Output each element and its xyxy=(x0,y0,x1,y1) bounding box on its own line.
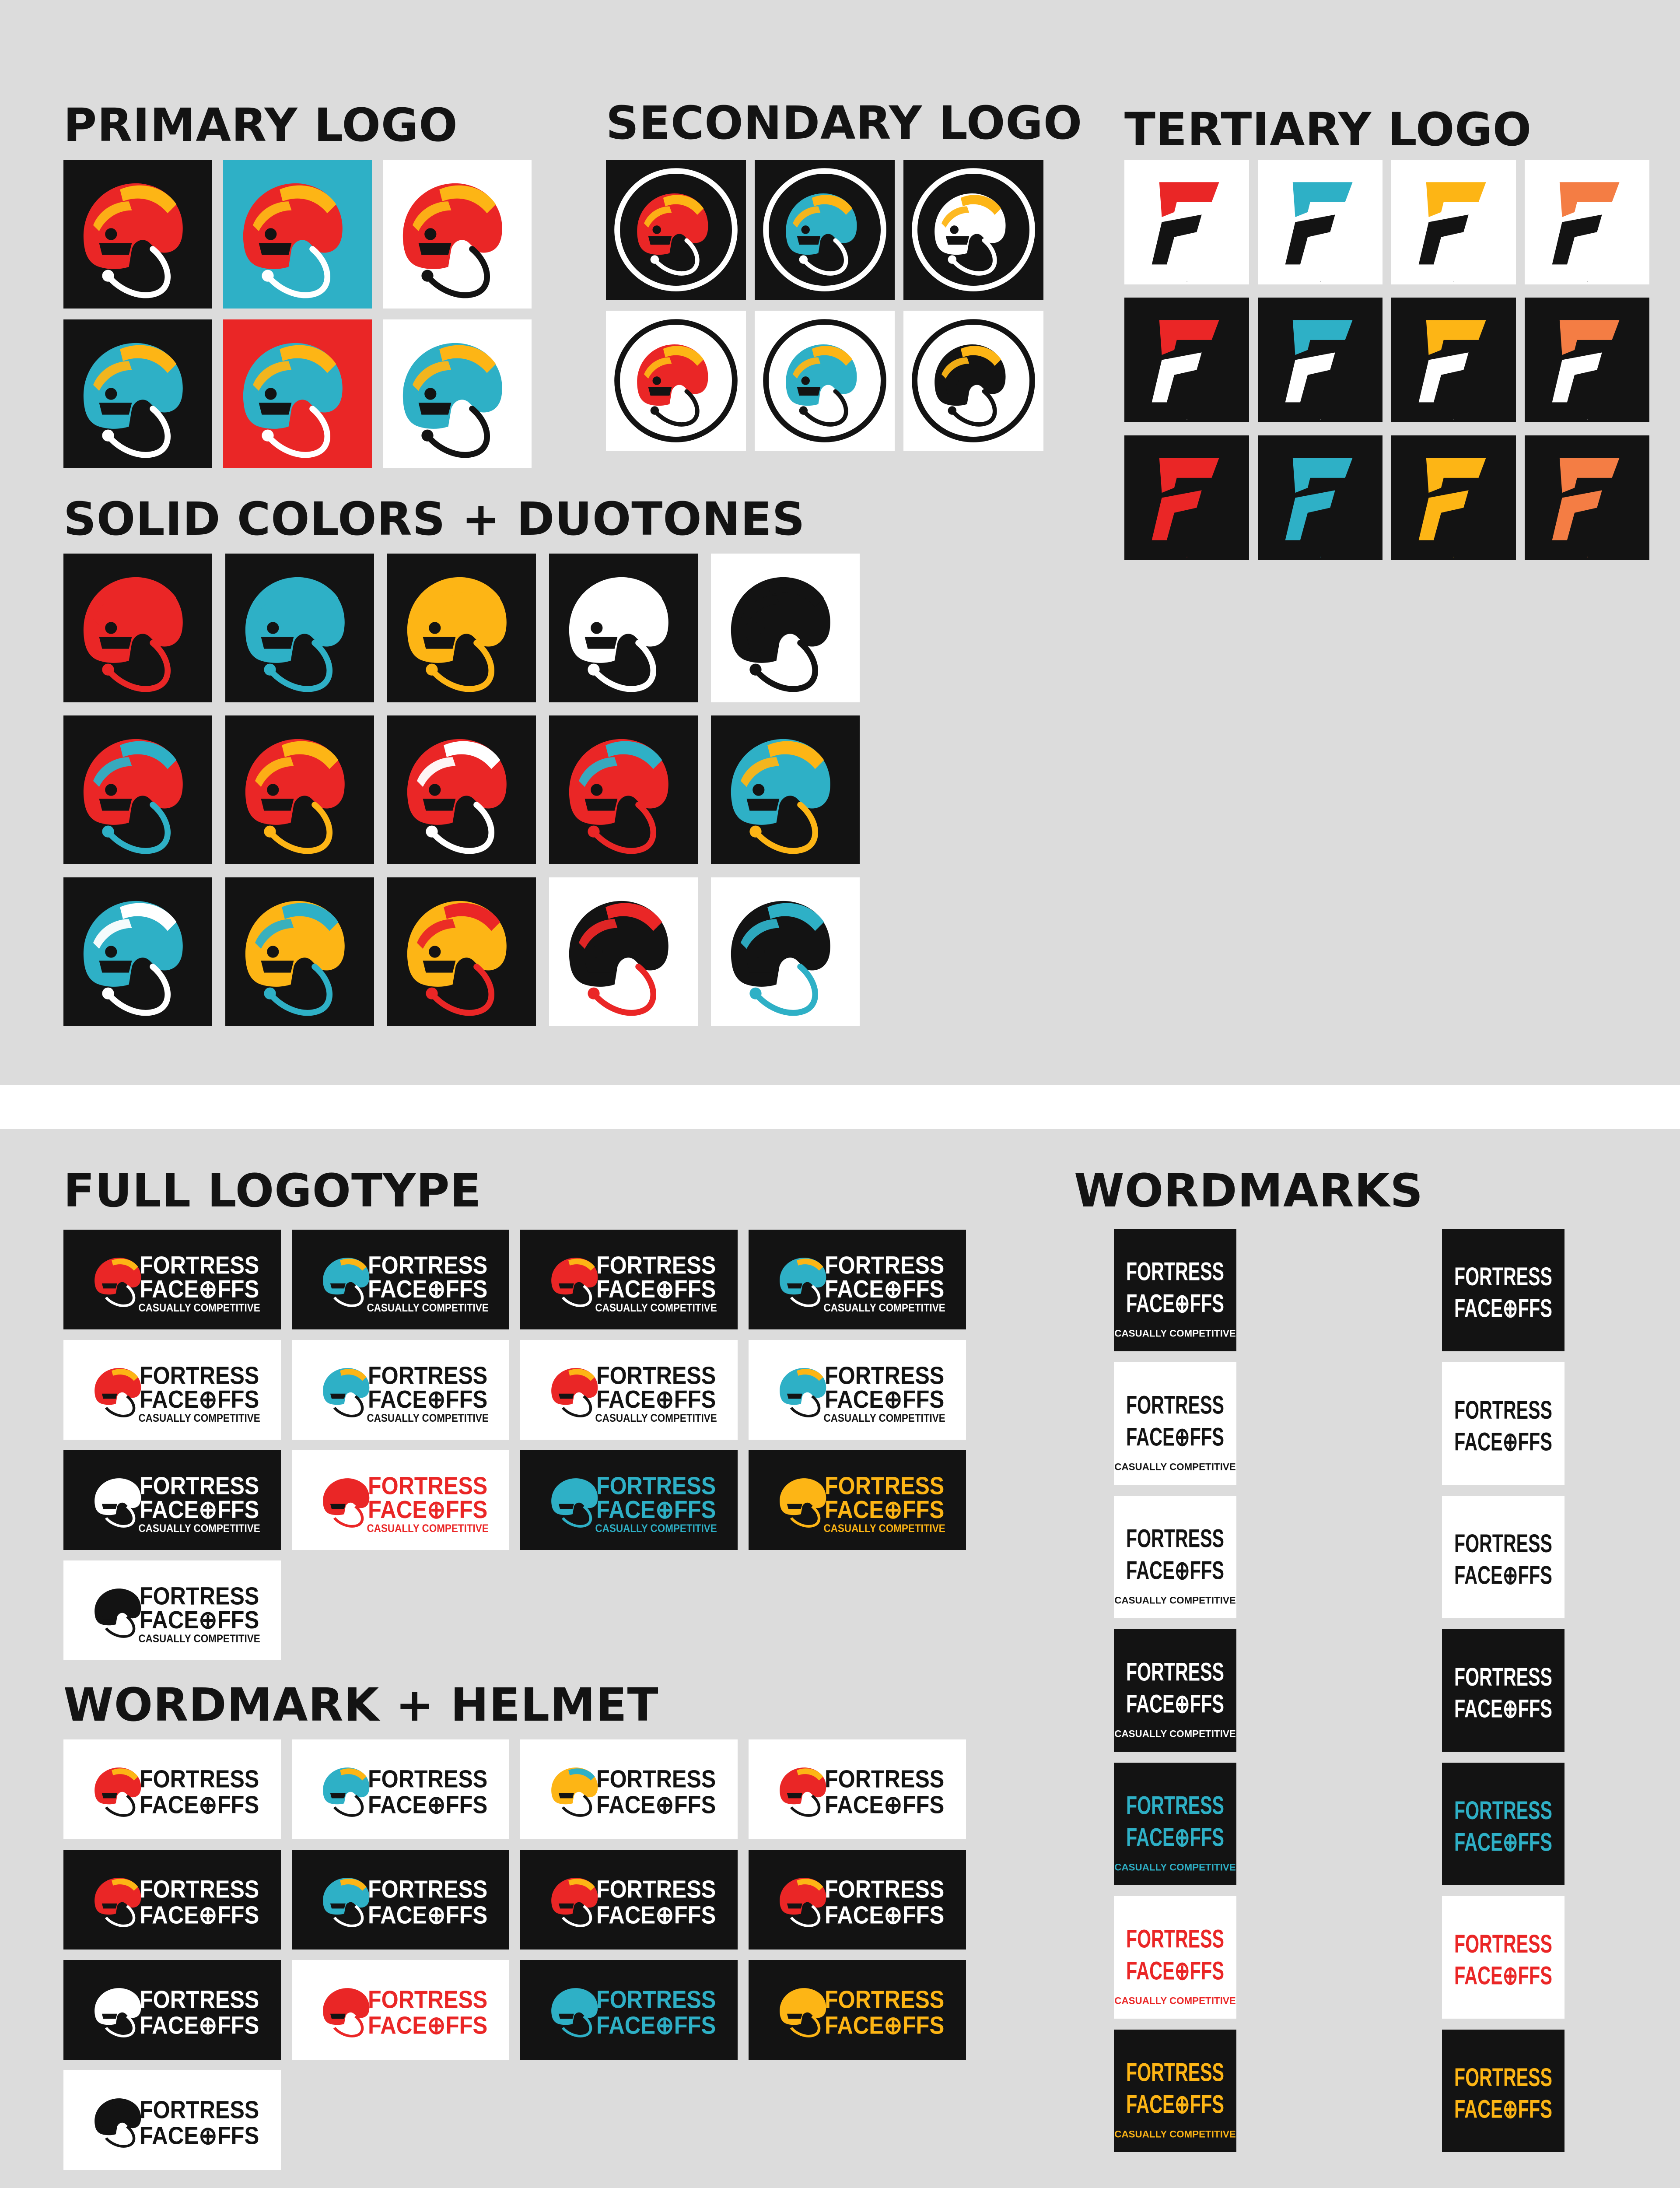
svg-text:FORTRESS: FORTRESS xyxy=(368,1875,488,1903)
svg-text:FACE⊕FFS: FACE⊕FFS xyxy=(368,2011,488,2040)
svg-text:CASUALLY COMPETITIVE: CASUALLY COMPETITIVE xyxy=(1114,1461,1236,1473)
svg-text:FORTRESS: FORTRESS xyxy=(596,1361,716,1389)
full-logotype-tile xyxy=(749,1230,966,1329)
tertiary-logo-tile xyxy=(1124,435,1249,560)
tertiary-logo-tile xyxy=(1258,160,1382,284)
primary-logo-tile xyxy=(383,160,532,309)
svg-text:FORTRESS: FORTRESS xyxy=(139,1875,259,1903)
secondary-logo-tile xyxy=(903,311,1043,451)
svg-text:FORTRESS: FORTRESS xyxy=(824,1764,945,1793)
solid-color-tile xyxy=(387,715,536,864)
svg-text:FACE⊕FFS: FACE⊕FFS xyxy=(139,1791,259,1819)
svg-text:CASUALLY COMPETITIVE: CASUALLY COMPETITIVE xyxy=(823,1522,945,1535)
wordmark-helmet-tile xyxy=(520,1739,738,1839)
svg-text:FORTRESS: FORTRESS xyxy=(368,1985,488,2013)
secondary-logo-heading: SECONDARY LOGO xyxy=(606,96,1083,150)
svg-text:FORTRESS: FORTRESS xyxy=(596,1764,716,1793)
svg-text:FACE⊕FFS: FACE⊕FFS xyxy=(596,2011,716,2040)
wordmark-helmet-tile xyxy=(63,1739,281,1839)
secondary-logo-tile xyxy=(755,160,895,300)
svg-text:FACE⊕FFS: FACE⊕FFS xyxy=(368,1901,488,1929)
svg-text:FORTRESS: FORTRESS xyxy=(824,1471,945,1500)
svg-text:FACE⊕FFS: FACE⊕FFS xyxy=(139,2121,259,2150)
svg-text:FORTRESS: FORTRESS xyxy=(368,1764,488,1793)
solid-color-tile xyxy=(63,554,212,702)
primary-logo-tile xyxy=(63,160,212,309)
wordmark-helmet-tile xyxy=(63,1960,281,2060)
solid-color-tile xyxy=(711,877,860,1026)
svg-text:FORTRESS: FORTRESS xyxy=(139,1764,259,1793)
svg-text:FACE⊕FFS: FACE⊕FFS xyxy=(139,2011,259,2040)
svg-text:CASUALLY COMPETITIVE: CASUALLY COMPETITIVE xyxy=(1114,1328,1236,1339)
svg-text:FORTRESS: FORTRESS xyxy=(368,1251,488,1279)
svg-text:F: F xyxy=(1587,556,1588,558)
tertiary-logo-tile xyxy=(1525,160,1649,284)
svg-text:CASUALLY COMPETITIVE: CASUALLY COMPETITIVE xyxy=(367,1412,489,1424)
wordmark-helmet-tile xyxy=(63,1850,281,1950)
tertiary-logo-tile xyxy=(1525,435,1649,560)
full-logotype-tile xyxy=(520,1230,738,1329)
svg-text:FACE⊕FFS: FACE⊕FFS xyxy=(1454,1961,1552,1990)
svg-text:FACE⊕FFS: FACE⊕FFS xyxy=(1126,1823,1224,1852)
wordmark-tile xyxy=(1074,2030,1276,2152)
solid-color-tile xyxy=(225,877,374,1026)
tertiary-logo-tile xyxy=(1258,298,1382,422)
wordmarks-heading: WORDMARKS xyxy=(1074,1164,1424,1217)
primary-logo-tile xyxy=(223,160,372,309)
primary-logo-tile xyxy=(383,319,532,468)
solid-color-tile xyxy=(387,554,536,702)
svg-text:FORTRESS: FORTRESS xyxy=(139,1985,259,2013)
svg-text:CASUALLY COMPETITIVE: CASUALLY COMPETITIVE xyxy=(823,1301,945,1314)
solid-color-tile xyxy=(711,554,860,702)
svg-text:FACE⊕FFS: FACE⊕FFS xyxy=(596,1901,716,1929)
solid-color-tile xyxy=(549,715,698,864)
svg-text:FACE⊕FFS: FACE⊕FFS xyxy=(596,1275,716,1303)
svg-text:FORTRESS: FORTRESS xyxy=(596,1985,716,2013)
wordmark-helmet-tile xyxy=(292,1850,509,1950)
svg-text:FORTRESS: FORTRESS xyxy=(1454,1262,1552,1291)
tertiary-logo-heading: TERTIARY LOGO xyxy=(1124,103,1532,156)
svg-text:FORTRESS: FORTRESS xyxy=(1126,2058,1224,2087)
full-logotype-tile xyxy=(292,1340,509,1440)
full-logotype-tile xyxy=(63,1560,281,1660)
solid-colors-heading: SOLID COLORS + DUOTONES xyxy=(63,492,805,546)
svg-text:F: F xyxy=(1453,281,1455,283)
svg-text:FACE⊕FFS: FACE⊕FFS xyxy=(1454,1694,1552,1723)
wordmark-helmet-tile xyxy=(749,1960,966,2060)
svg-text:FACE⊕FFS: FACE⊕FFS xyxy=(139,1495,259,1524)
tertiary-logo-tile xyxy=(1391,298,1516,422)
svg-text:F: F xyxy=(1320,418,1321,421)
solid-color-tile xyxy=(711,715,860,864)
full-logotype-tile xyxy=(63,1340,281,1440)
wordmark-tile xyxy=(1391,1362,1615,1485)
svg-text:FORTRESS: FORTRESS xyxy=(139,1251,259,1279)
solid-color-tile xyxy=(549,554,698,702)
svg-text:F: F xyxy=(1320,281,1321,283)
svg-text:FACE⊕FFS: FACE⊕FFS xyxy=(1126,1690,1224,1718)
svg-text:F: F xyxy=(1320,556,1321,558)
svg-text:CASUALLY COMPETITIVE: CASUALLY COMPETITIVE xyxy=(1114,1862,1236,1873)
svg-text:FORTRESS: FORTRESS xyxy=(596,1471,716,1500)
wordmark-tile xyxy=(1074,1896,1276,2019)
svg-text:FORTRESS: FORTRESS xyxy=(1454,1662,1552,1691)
full-logotype-heading: FULL LOGOTYPE xyxy=(63,1164,482,1217)
tertiary-logo-tile xyxy=(1124,298,1249,422)
svg-text:CASUALLY COMPETITIVE: CASUALLY COMPETITIVE xyxy=(595,1522,717,1535)
svg-text:F: F xyxy=(1186,418,1188,421)
wordmark-helmet-tile xyxy=(292,1960,509,2060)
svg-text:F: F xyxy=(1587,418,1588,421)
full-logotype-tile xyxy=(63,1450,281,1550)
svg-text:FACE⊕FFS: FACE⊕FFS xyxy=(139,1385,259,1413)
wordmark-helmet-tile xyxy=(292,1739,509,1839)
svg-text:FORTRESS: FORTRESS xyxy=(596,1251,716,1279)
tertiary-logo-tile xyxy=(1258,435,1382,560)
svg-text:FACE⊕FFS: FACE⊕FFS xyxy=(368,1791,488,1819)
wordmark-tile xyxy=(1074,1629,1276,1752)
secondary-logo-tile xyxy=(755,311,895,451)
svg-text:FACE⊕FFS: FACE⊕FFS xyxy=(1454,1427,1552,1456)
wordmark-tile xyxy=(1391,1629,1615,1752)
svg-text:FACE⊕FFS: FACE⊕FFS xyxy=(824,1275,945,1303)
primary-logo-tile xyxy=(223,319,372,468)
divider xyxy=(0,1085,1680,1129)
svg-text:CASUALLY COMPETITIVE: CASUALLY COMPETITIVE xyxy=(1114,1728,1236,1739)
svg-text:CASUALLY COMPETITIVE: CASUALLY COMPETITIVE xyxy=(1114,1595,1236,1606)
tertiary-logo-tile xyxy=(1525,298,1649,422)
svg-text:CASUALLY COMPETITIVE: CASUALLY COMPETITIVE xyxy=(595,1301,717,1314)
svg-text:FACE⊕FFS: FACE⊕FFS xyxy=(824,2011,945,2040)
svg-text:FORTRESS: FORTRESS xyxy=(1454,1396,1552,1424)
secondary-logo-tile xyxy=(606,160,746,300)
svg-text:FORTRESS: FORTRESS xyxy=(139,1471,259,1500)
svg-text:CASUALLY COMPETITIVE: CASUALLY COMPETITIVE xyxy=(138,1412,260,1424)
solid-color-tile xyxy=(225,554,374,702)
full-logotype-tile xyxy=(292,1230,509,1329)
svg-text:FACE⊕FFS: FACE⊕FFS xyxy=(1454,2095,1552,2124)
svg-text:FORTRESS: FORTRESS xyxy=(824,1985,945,2013)
svg-text:FACE⊕FFS: FACE⊕FFS xyxy=(1126,2090,1224,2119)
tertiary-logo-tile xyxy=(1124,160,1249,284)
svg-text:CASUALLY COMPETITIVE: CASUALLY COMPETITIVE xyxy=(138,1522,260,1535)
wordmark-helmet-heading: WORDMARK + HELMET xyxy=(63,1678,659,1732)
svg-text:FACE⊕FFS: FACE⊕FFS xyxy=(1454,1561,1552,1590)
svg-text:FORTRESS: FORTRESS xyxy=(1126,1791,1224,1820)
svg-text:FACE⊕FFS: FACE⊕FFS xyxy=(139,1275,259,1303)
svg-text:FACE⊕FFS: FACE⊕FFS xyxy=(139,1606,259,1634)
svg-text:FACE⊕FFS: FACE⊕FFS xyxy=(368,1495,488,1524)
svg-text:FORTRESS: FORTRESS xyxy=(1126,1524,1224,1553)
solid-color-tile xyxy=(63,715,212,864)
svg-text:FORTRESS: FORTRESS xyxy=(1126,1925,1224,1953)
solid-color-tile xyxy=(63,877,212,1026)
svg-text:F: F xyxy=(1587,281,1588,283)
wordmark-tile xyxy=(1391,1896,1615,2019)
svg-text:FACE⊕FFS: FACE⊕FFS xyxy=(139,1901,259,1929)
svg-text:FACE⊕FFS: FACE⊕FFS xyxy=(1126,1556,1224,1585)
wordmark-tile xyxy=(1391,1496,1615,1618)
wordmark-tile xyxy=(1074,1229,1276,1351)
svg-text:F: F xyxy=(1186,281,1188,283)
svg-text:CASUALLY COMPETITIVE: CASUALLY COMPETITIVE xyxy=(138,1301,260,1314)
wordmark-helmet-tile xyxy=(749,1739,966,1839)
wordmark-tile xyxy=(1391,1229,1615,1351)
svg-text:F: F xyxy=(1186,556,1188,558)
full-logotype-tile xyxy=(292,1450,509,1550)
svg-text:CASUALLY COMPETITIVE: CASUALLY COMPETITIVE xyxy=(1114,2128,1236,2140)
wordmark-tile xyxy=(1074,1496,1276,1618)
solid-color-tile xyxy=(387,877,536,1026)
svg-text:FORTRESS: FORTRESS xyxy=(368,1471,488,1500)
svg-text:FACE⊕FFS: FACE⊕FFS xyxy=(596,1495,716,1524)
svg-text:FACE⊕FFS: FACE⊕FFS xyxy=(1126,1957,1224,1985)
svg-text:FORTRESS: FORTRESS xyxy=(824,1875,945,1903)
svg-text:FACE⊕FFS: FACE⊕FFS xyxy=(596,1791,716,1819)
svg-text:FORTRESS: FORTRESS xyxy=(1126,1391,1224,1420)
svg-text:FACE⊕FFS: FACE⊕FFS xyxy=(824,1791,945,1819)
svg-text:CASUALLY COMPETITIVE: CASUALLY COMPETITIVE xyxy=(595,1412,717,1424)
svg-text:FORTRESS: FORTRESS xyxy=(1126,1658,1224,1687)
svg-text:FORTRESS: FORTRESS xyxy=(1454,1529,1552,1558)
svg-text:FORTRESS: FORTRESS xyxy=(1454,1929,1552,1958)
wordmark-tile xyxy=(1391,1763,1615,1885)
full-logotype-tile xyxy=(520,1340,738,1440)
wordmark-helmet-tile xyxy=(520,1850,738,1950)
svg-text:CASUALLY COMPETITIVE: CASUALLY COMPETITIVE xyxy=(1114,1995,1236,2006)
secondary-logo-tile xyxy=(903,160,1043,300)
solid-color-tile xyxy=(549,877,698,1026)
wordmark-tile xyxy=(1391,2030,1615,2152)
svg-text:FACE⊕FFS: FACE⊕FFS xyxy=(824,1495,945,1524)
full-logotype-tile xyxy=(63,1230,281,1329)
primary-logo-heading: PRIMARY LOGO xyxy=(63,98,458,152)
svg-text:FORTRESS: FORTRESS xyxy=(368,1361,488,1389)
svg-text:FACE⊕FFS: FACE⊕FFS xyxy=(1454,1828,1552,1857)
svg-text:CASUALLY COMPETITIVE: CASUALLY COMPETITIVE xyxy=(367,1301,489,1314)
svg-text:FORTRESS: FORTRESS xyxy=(596,1875,716,1903)
full-logotype-tile xyxy=(749,1340,966,1440)
svg-text:FACE⊕FFS: FACE⊕FFS xyxy=(824,1385,945,1413)
wordmark-tile xyxy=(1074,1763,1276,1885)
svg-text:F: F xyxy=(1453,418,1455,421)
svg-text:FACE⊕FFS: FACE⊕FFS xyxy=(596,1385,716,1413)
svg-text:FACE⊕FFS: FACE⊕FFS xyxy=(368,1275,488,1303)
full-logotype-tile xyxy=(749,1450,966,1550)
svg-text:FACE⊕FFS: FACE⊕FFS xyxy=(1454,1294,1552,1323)
full-logotype-tile xyxy=(520,1450,738,1550)
svg-text:FORTRESS: FORTRESS xyxy=(1454,2063,1552,2092)
tertiary-logo-tile xyxy=(1391,435,1516,560)
tertiary-logo-tile xyxy=(1391,160,1516,284)
wordmark-helmet-tile xyxy=(63,2070,281,2170)
svg-text:F: F xyxy=(1453,556,1455,558)
svg-text:FACE⊕FFS: FACE⊕FFS xyxy=(1126,1423,1224,1452)
svg-text:FACE⊕FFS: FACE⊕FFS xyxy=(1126,1289,1224,1318)
wordmark-tile xyxy=(1074,1362,1276,1485)
svg-text:FORTRESS: FORTRESS xyxy=(824,1361,945,1389)
svg-text:FORTRESS: FORTRESS xyxy=(139,1581,259,1610)
svg-text:FORTRESS: FORTRESS xyxy=(1126,1257,1224,1286)
secondary-logo-tile xyxy=(606,311,746,451)
svg-text:FACE⊕FFS: FACE⊕FFS xyxy=(368,1385,488,1413)
svg-text:FORTRESS: FORTRESS xyxy=(1454,1796,1552,1825)
svg-text:CASUALLY COMPETITIVE: CASUALLY COMPETITIVE xyxy=(138,1632,260,1645)
svg-text:FORTRESS: FORTRESS xyxy=(139,1361,259,1389)
primary-logo-tile xyxy=(63,319,212,468)
svg-text:FORTRESS: FORTRESS xyxy=(824,1251,945,1279)
svg-text:FORTRESS: FORTRESS xyxy=(139,2095,259,2124)
solid-color-tile xyxy=(225,715,374,864)
svg-text:FACE⊕FFS: FACE⊕FFS xyxy=(824,1901,945,1929)
svg-text:CASUALLY COMPETITIVE: CASUALLY COMPETITIVE xyxy=(367,1522,489,1535)
svg-text:CASUALLY COMPETITIVE: CASUALLY COMPETITIVE xyxy=(823,1412,945,1424)
wordmark-helmet-tile xyxy=(520,1960,738,2060)
wordmark-helmet-tile xyxy=(749,1850,966,1950)
